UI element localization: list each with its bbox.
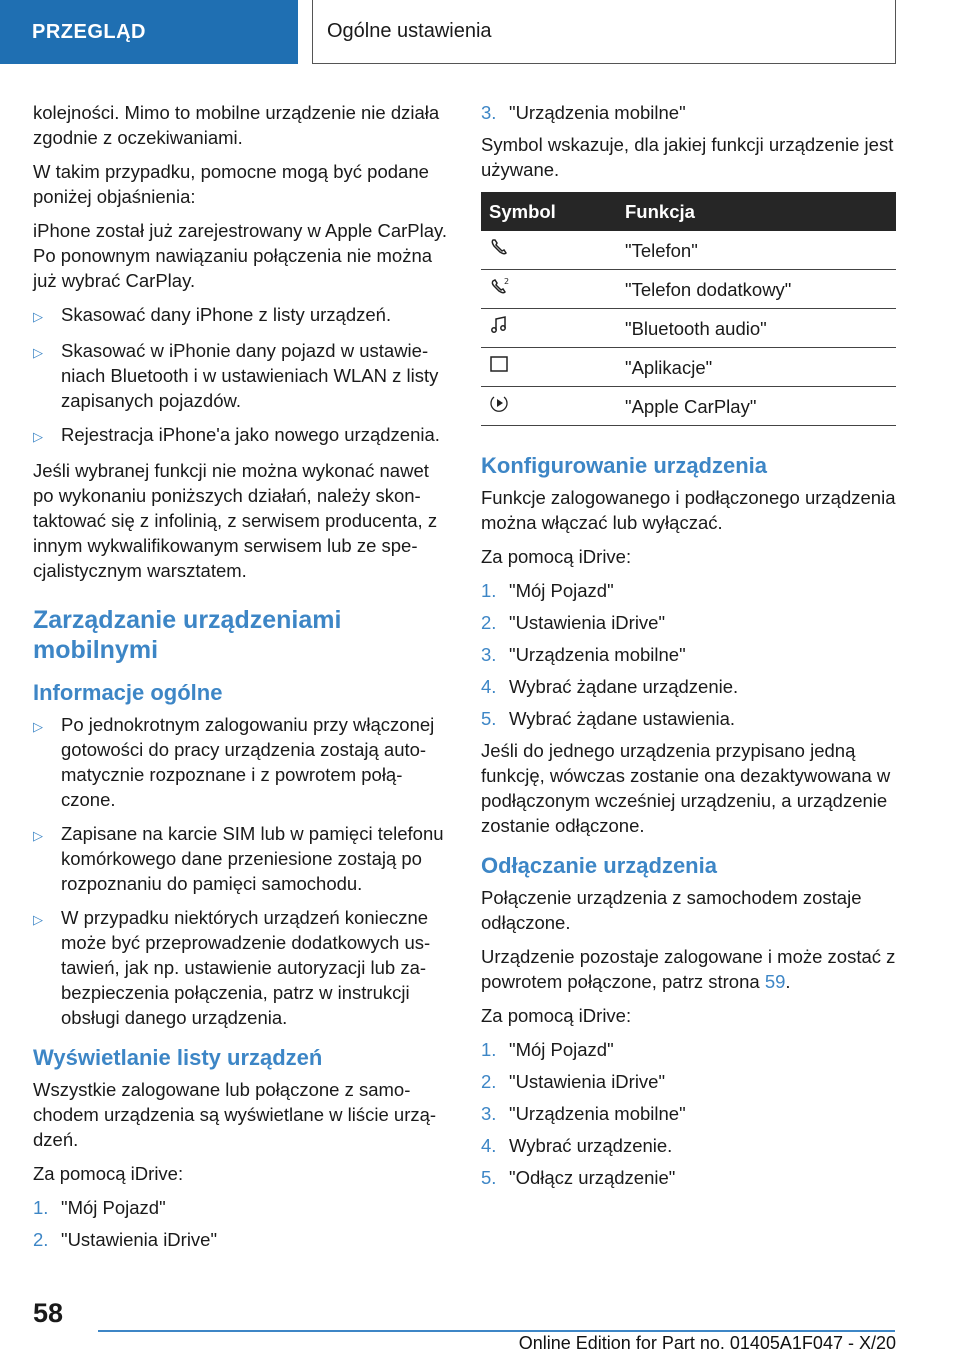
bullet-item: ▷ Po jednokrotnym zalogowaniu przy włączonej gotowości do pracy urządzenia zostają automatycznie rozpoznane i z powrotem połączone. bbox=[33, 714, 435, 810]
phone-icon bbox=[489, 240, 509, 261]
footer-divider bbox=[98, 1330, 895, 1332]
section-heading: Zarządzanie urządzeniami mobilnymi bbox=[33, 606, 342, 664]
numbered-step: 3. "Urządzenia mobilne" bbox=[481, 102, 686, 123]
play-circle-icon bbox=[489, 396, 509, 417]
numbered-step: 3. "Urządzenia mobilne" bbox=[481, 644, 686, 665]
bullet-item: ▷ Skasować w iPhonie dany pojazd w ustawieniach Bluetooth i w ustawieniach WLAN z listy zapisanych pojazdów. bbox=[33, 340, 439, 411]
triangle-bullet-icon: ▷ bbox=[33, 309, 43, 324]
table-row: "Bluetooth audio" bbox=[481, 309, 896, 348]
paragraph: W takim przypadku, pomocne mogą być podane poniżej objaśnienia: bbox=[33, 161, 429, 207]
paragraph: Funkcje zalogowanego i podłączonego urządzenia można włączać lub wyłączać. bbox=[481, 487, 896, 533]
paragraph: Urządzenie pozostaje zalogowane i może zostać z powrotem połączone, patrz strona 59. bbox=[481, 946, 896, 992]
table-row: "Aplikacje" bbox=[481, 348, 896, 387]
table-header-symbol: Symbol bbox=[481, 192, 617, 231]
numbered-step: 1. "Mój Pojazd" bbox=[33, 1197, 166, 1218]
table-row: "Apple CarPlay" bbox=[481, 387, 896, 426]
paragraph: Jeśli wybranej funkcji nie można wykonać nawet po wykonaniu poniższych działań, należy skontaktować się z infolinią, z serwisem producenta, z innym wykwalifikowanym serwisem lub ze specjalistycznym warsztatem. bbox=[33, 460, 438, 581]
paragraph: Za pomocą iDrive: bbox=[481, 1005, 632, 1026]
app-square-icon bbox=[489, 357, 509, 378]
page-number: 58 bbox=[33, 1298, 64, 1328]
phone-secondary-icon bbox=[489, 279, 511, 300]
numbered-step: 2. "Ustawienia iDrive" bbox=[481, 1071, 666, 1092]
paragraph: Połączenie urządzenia z samochodem zostaje odłączone. bbox=[481, 887, 862, 933]
chapter-title: Ogólne ustawienia bbox=[312, 0, 896, 64]
paragraph: Wszystkie zalogowane lub połączone z samochodem urządzenia są wyświetlane w liście urządzeń. bbox=[33, 1079, 437, 1150]
svg-text:2: 2 bbox=[504, 277, 510, 286]
subsection-heading: Odłączanie urządzenia bbox=[481, 853, 717, 878]
bullet-item: ▷ Zapisane na karcie SIM lub w pamięci telefonu komórkowego dane przeniesione zostają po rozpoznaniu do pamięci samochodu. bbox=[33, 823, 444, 894]
page-link[interactable]: 59 bbox=[764, 971, 786, 992]
paragraph: Symbol wskazuje, dla jakiej funkcji urządzenie jest używane. bbox=[481, 134, 894, 180]
left-column bbox=[33, 100, 448, 1259]
section-tab[interactable]: PRZEGLĄD bbox=[0, 0, 298, 64]
paragraph: iPhone został już zarejestrowany w Apple CarPlay. Po ponownym nawiązaniu połączenia nie można już wybrać CarPlay. bbox=[33, 220, 448, 291]
numbered-step: 5. Wybrać żądane ustawienia. bbox=[481, 708, 736, 729]
right-column bbox=[481, 100, 896, 1197]
bullet-item: ▷ Skasować dany iPhone z listy urządzeń. bbox=[33, 302, 448, 329]
paragraph: Za pomocą iDrive: bbox=[481, 546, 632, 567]
numbered-step: 1. "Mój Pojazd" bbox=[481, 580, 614, 601]
numbered-step: 3. "Urządzenia mobilne" bbox=[481, 1103, 686, 1124]
triangle-bullet-icon: ▷ bbox=[33, 345, 43, 360]
triangle-bullet-icon: ▷ bbox=[33, 429, 43, 444]
paragraph: kolejności. Mimo to mobilne urządzenie nie działa zgodnie z oczekiwaniami. bbox=[33, 102, 440, 148]
triangle-bullet-icon: ▷ bbox=[33, 719, 43, 734]
table-header-function: Funkcja bbox=[617, 192, 896, 231]
numbered-step: 4. Wybrać żądane urządzenie. bbox=[481, 676, 739, 697]
subsection-heading: Konfigurowanie urządzenia bbox=[481, 453, 768, 478]
music-note-icon bbox=[489, 318, 509, 339]
bullet-item: ▷ Rejestracja iPhone'a jako nowego urządzenia. bbox=[33, 422, 448, 449]
symbol-table bbox=[481, 192, 896, 426]
numbered-step: 2. "Ustawienia iDrive" bbox=[481, 612, 666, 633]
numbered-step: 1. "Mój Pojazd" bbox=[481, 1039, 614, 1060]
paragraph: Jeśli do jednego urządzenia przypisano jedną funkcję, wówczas zostanie ona dezaktywowana w podłączonym wcześniej urządzeniu, a urządzenie zostanie odłączone. bbox=[481, 740, 891, 836]
footer-edition: Online Edition for Part no. 01405A1F047 - X/20 bbox=[518, 1333, 896, 1353]
table-row: "Telefon" bbox=[481, 231, 896, 270]
numbered-step: 5. "Odłącz urządzenie" bbox=[481, 1167, 676, 1188]
table-row: 2 "Telefon dodatkowy" bbox=[481, 270, 896, 309]
numbered-step: 2. "Ustawienia iDrive" bbox=[33, 1229, 218, 1250]
paragraph: Za pomocą iDrive: bbox=[33, 1163, 184, 1184]
bullet-item: ▷ W przypadku niektórych urządzeń konieczne może być przeprowadzenie dodatkowych ustawień, jak np. ustawienie autoryzacji lub zabezpieczenia połączenia, patrz w instrukcji obsługi danego urządzenia. bbox=[33, 907, 431, 1028]
triangle-bullet-icon: ▷ bbox=[33, 828, 43, 843]
triangle-bullet-icon: ▷ bbox=[33, 912, 43, 927]
subsection-heading: Wyświetlanie listy urządzeń bbox=[33, 1045, 323, 1070]
numbered-step: 4. Wybrać urządzenie. bbox=[481, 1135, 673, 1156]
subsection-heading: Informacje ogólne bbox=[33, 680, 223, 705]
